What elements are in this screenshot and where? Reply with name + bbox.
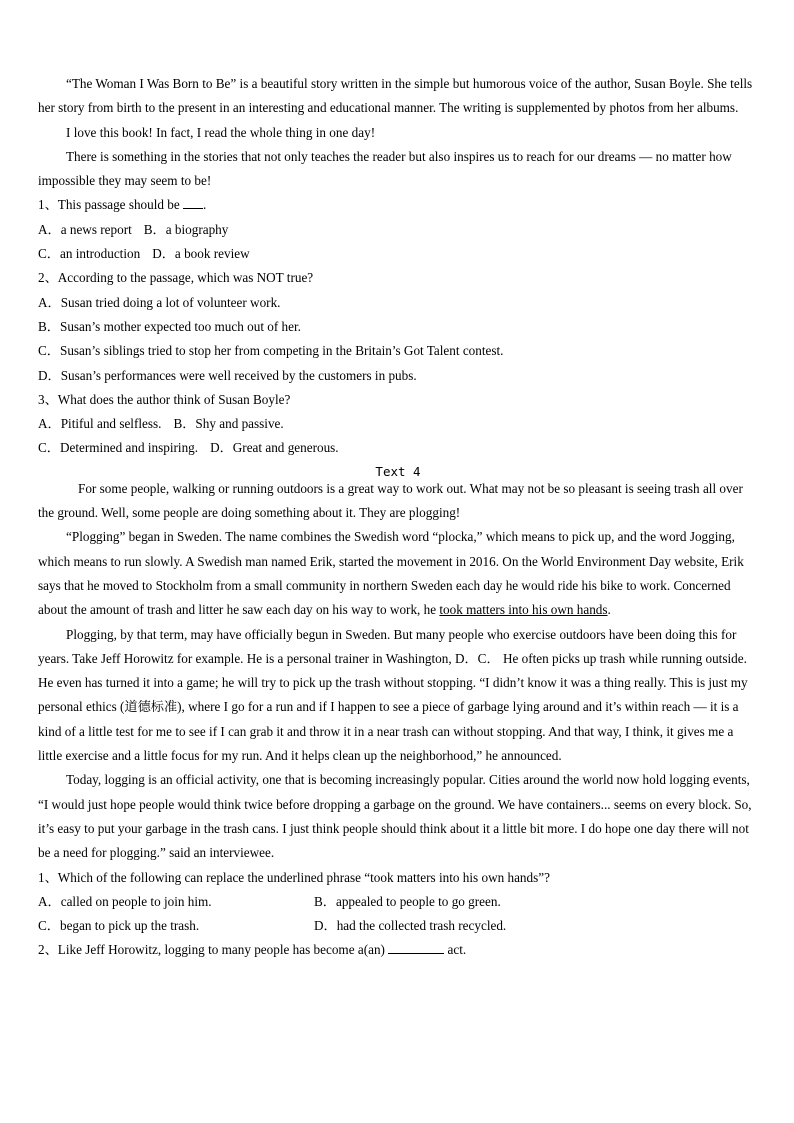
text4-q1-options-row-1 xyxy=(38,890,758,914)
document-content xyxy=(38,72,758,963)
text3-q1-options-row-2 xyxy=(38,242,758,266)
answer-blank xyxy=(388,953,444,954)
paragraph-text: “Plogging” began in Sweden. The name combines the Swedish word “plocka,” which means to pick up, and the word Jogging, which means to run slowly. A Swedish man named Erik, started the movement in 2016. On the World Environment Day website, Erik says that he moved to Stockholm from a small community in northern Sweden each day he would ride his bike to work. Concerned about the amount of trash and litter he saw each day on his way to work, he xyxy=(38,529,744,618)
text3-question-3: 3、What does the author think of Susan Boyle? xyxy=(38,391,291,407)
text3-q3-options-row-1 xyxy=(38,412,758,436)
option-a: A．Pitiful and selfless. xyxy=(38,416,162,432)
underlined-phrase: took matters into his own hands xyxy=(439,602,608,618)
option-a: A．a news report xyxy=(38,221,132,237)
text4-paragraph-1: For some people, walking or running outdoors is a great way to work out. What may not be so pleasant is seeing trash all over the ground. Well, some people are doing something about it. They are plogging! xyxy=(38,480,743,521)
text4-question-1: 1、Which of the following can replace the underlined phrase “took matters into his own hands”? xyxy=(38,869,550,885)
option-c: C．Susan’s siblings tried to stop her from competing in the Britain’s Got Talent contest. xyxy=(38,343,504,359)
question-stem: 2、Like Jeff Horowitz, logging to many people has become a(an) xyxy=(38,942,389,958)
option-b: B．Susan’s mother expected too much out of her. xyxy=(38,318,301,334)
text4-paragraph-3: Plogging, by that term, may have officially begun in Sweden. But many people who exercise outdoors have been doing this for years. Take Jeff Horowitz for example. He is a personal trainer in Washington, D．C． He often picks up trash while running outside. He even has turned it into a game; he will try to pick up the trash without stopping. “I didn’t know it was a thing really. This is just my personal ethics (道德标准), where I go for a run and if I happen to see a piece of garbage lying around and it’s within reach — it is a kind of a little test for me to see if I can grab it and throw it in a near trash can without stopping. And that way, I think, it gives me a little exercise and a little focus for my run. And it helps clean up the neighborhood,” he announced. xyxy=(38,626,748,764)
paragraph-text-end: . xyxy=(607,602,611,618)
text4-paragraph-2 xyxy=(38,525,758,622)
option-b: B．a biography xyxy=(143,221,229,237)
option-a: A．Susan tried doing a lot of volunteer work. xyxy=(38,294,281,310)
option-c: C．an introduction xyxy=(38,246,141,262)
answer-blank xyxy=(183,208,203,209)
option-c: C．Determined and inspiring. xyxy=(38,440,199,456)
option-d: D．Susan’s performances were well received by the customers in pubs. xyxy=(38,367,417,383)
option-c: C．began to pick up the trash. xyxy=(38,918,200,934)
option-b: B．appealed to people to go green. xyxy=(314,893,501,909)
text4-question-2 xyxy=(38,938,758,962)
text4-paragraph-4: Today, logging is an official activity, one that is becoming increasingly popular. Cities around the world now hold logging events, “I would just hope people would think twice before dropping a garbage on the ground. We have containers... seems on every block. So, it’s easy to put your garbage in the trash cans. I just think people should think about it a little bit more. I do hope one day there will not be a need for plogging.” said an interviewee. xyxy=(38,772,752,861)
question-stem: 1、This passage should be xyxy=(38,197,184,213)
question-stem-end: . xyxy=(203,197,207,213)
text3-q1-options-row-1 xyxy=(38,218,758,242)
text3-paragraph-1: “The Woman I Was Born to Be” is a beautiful story written in the simple but humorous voice of the author, Susan Boyle. She tells her story from birth to the present in an interesting and educational manner. The writing is supplemented by photos from her albums. xyxy=(38,76,753,116)
option-d: D．a book review xyxy=(152,246,250,262)
text3-paragraph-2: I love this book! In fact, I read the whole thing in one day! xyxy=(66,124,376,140)
text3-question-2: 2、According to the passage, which was NOT true? xyxy=(38,270,314,286)
option-d: D．had the collected trash recycled. xyxy=(314,918,507,934)
option-d: D．Great and generous. xyxy=(210,440,339,456)
text4-title: Text 4 xyxy=(375,463,421,479)
text4-q1-options-row-2 xyxy=(38,914,758,938)
option-a: A．called on people to join him. xyxy=(38,893,212,909)
option-b: B．Shy and passive. xyxy=(173,416,284,432)
text3-q3-options-row-2 xyxy=(38,436,758,460)
question-stem-end: act. xyxy=(444,942,467,958)
text3-question-1 xyxy=(38,193,758,217)
text3-paragraph-3: There is something in the stories that not only teaches the reader but also inspires us to reach for our dreams — no matter how impossible they may seem to be! xyxy=(38,148,732,189)
